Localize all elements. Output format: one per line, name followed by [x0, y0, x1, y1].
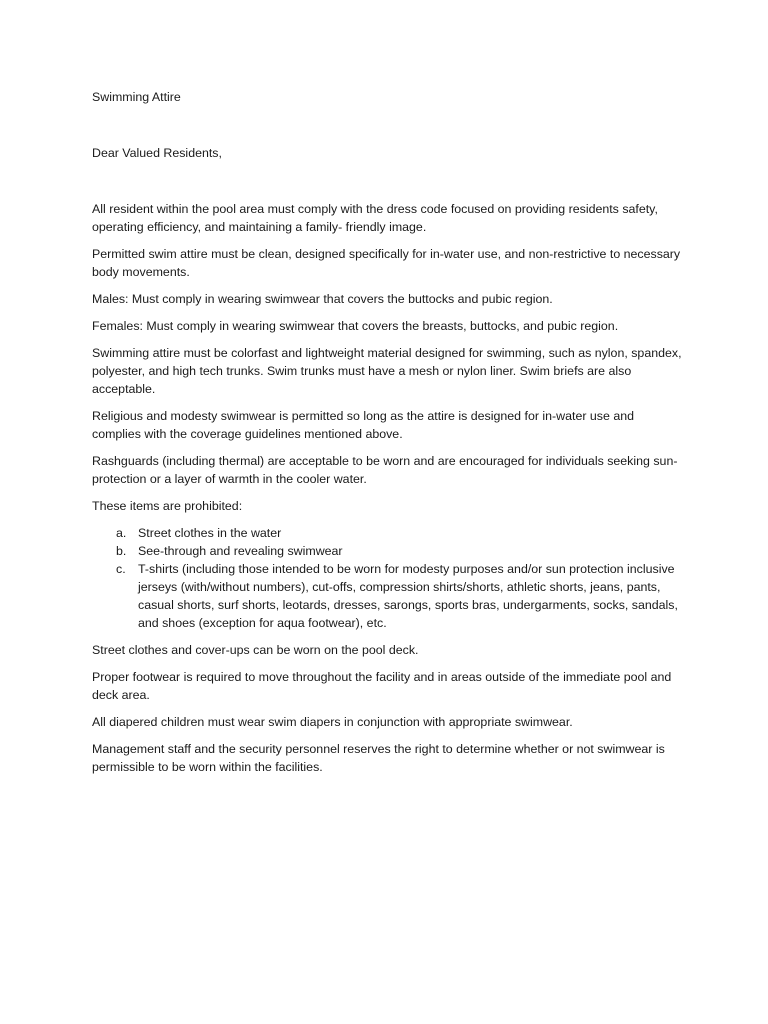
prohibited-intro: These items are prohibited:: [92, 499, 243, 513]
list-marker: a.: [116, 526, 127, 540]
paragraph: All diapered children must wear swim diapers in conjunction with appropriate swimwear.: [92, 715, 573, 729]
paragraph: Street clothes and cover-ups can be worn on the pool deck.: [92, 643, 419, 657]
document-body: [92, 88, 682, 785]
paragraph: Management staff and the security personnel reserves the right to determine whether or not swimwear is permissible to be worn within the facilities.: [92, 742, 665, 774]
list-marker: c.: [116, 562, 126, 576]
paragraph: Rashguards (including thermal) are acceptable to be worn and are encouraged for individuals seeking sun-protection or a layer of warmth in the cooler water.: [92, 454, 678, 486]
document-title: Swimming Attire: [92, 90, 181, 104]
list-marker: b.: [116, 544, 127, 558]
paragraph: Swimming attire must be colorfast and lightweight material designed for swimming, such as nylon, spandex, polyester, and high tech trunks. Swim trunks must have a mesh or nylon liner. Swim briefs are also acceptable.: [92, 346, 682, 396]
paragraph-males: Males: Must comply in wearing swimwear that covers the buttocks and pubic region.: [92, 292, 553, 306]
prohibited-list: [92, 524, 682, 632]
list-item: [92, 524, 682, 542]
paragraph: Proper footwear is required to move throughout the facility and in areas outside of the immediate pool and deck area.: [92, 670, 672, 702]
list-item: [92, 542, 682, 560]
paragraph: All resident within the pool area must comply with the dress code focused on providing residents safety, operating efficiency, and maintaining a family- friendly image.: [92, 202, 658, 234]
list-item: [92, 560, 682, 632]
paragraph-females: Females: Must comply in wearing swimwear that covers the breasts, buttocks, and pubic region.: [92, 319, 619, 333]
list-item-text: Street clothes in the water: [138, 526, 282, 540]
paragraph: Permitted swim attire must be clean, designed specifically for in-water use, and non-restrictive to necessary body movements.: [92, 247, 681, 279]
salutation: Dear Valued Residents,: [92, 146, 222, 160]
paragraph: Religious and modesty swimwear is permitted so long as the attire is designed for in-water use and complies with the coverage guidelines mentioned above.: [92, 409, 635, 441]
list-item-text: T-shirts (including those intended to be worn for modesty purposes and/or sun protection inclusive jerseys (with/without numbers), cut-offs, compression shirts/shorts, athletic shorts, jeans, pants, casual shorts, surf shorts, leotards, dresses, sarongs, sports bras, undergarments, socks, sandals, and shoes (exception for aqua footwear), etc.: [138, 562, 678, 630]
list-item-text: See-through and revealing swimwear: [138, 544, 343, 558]
